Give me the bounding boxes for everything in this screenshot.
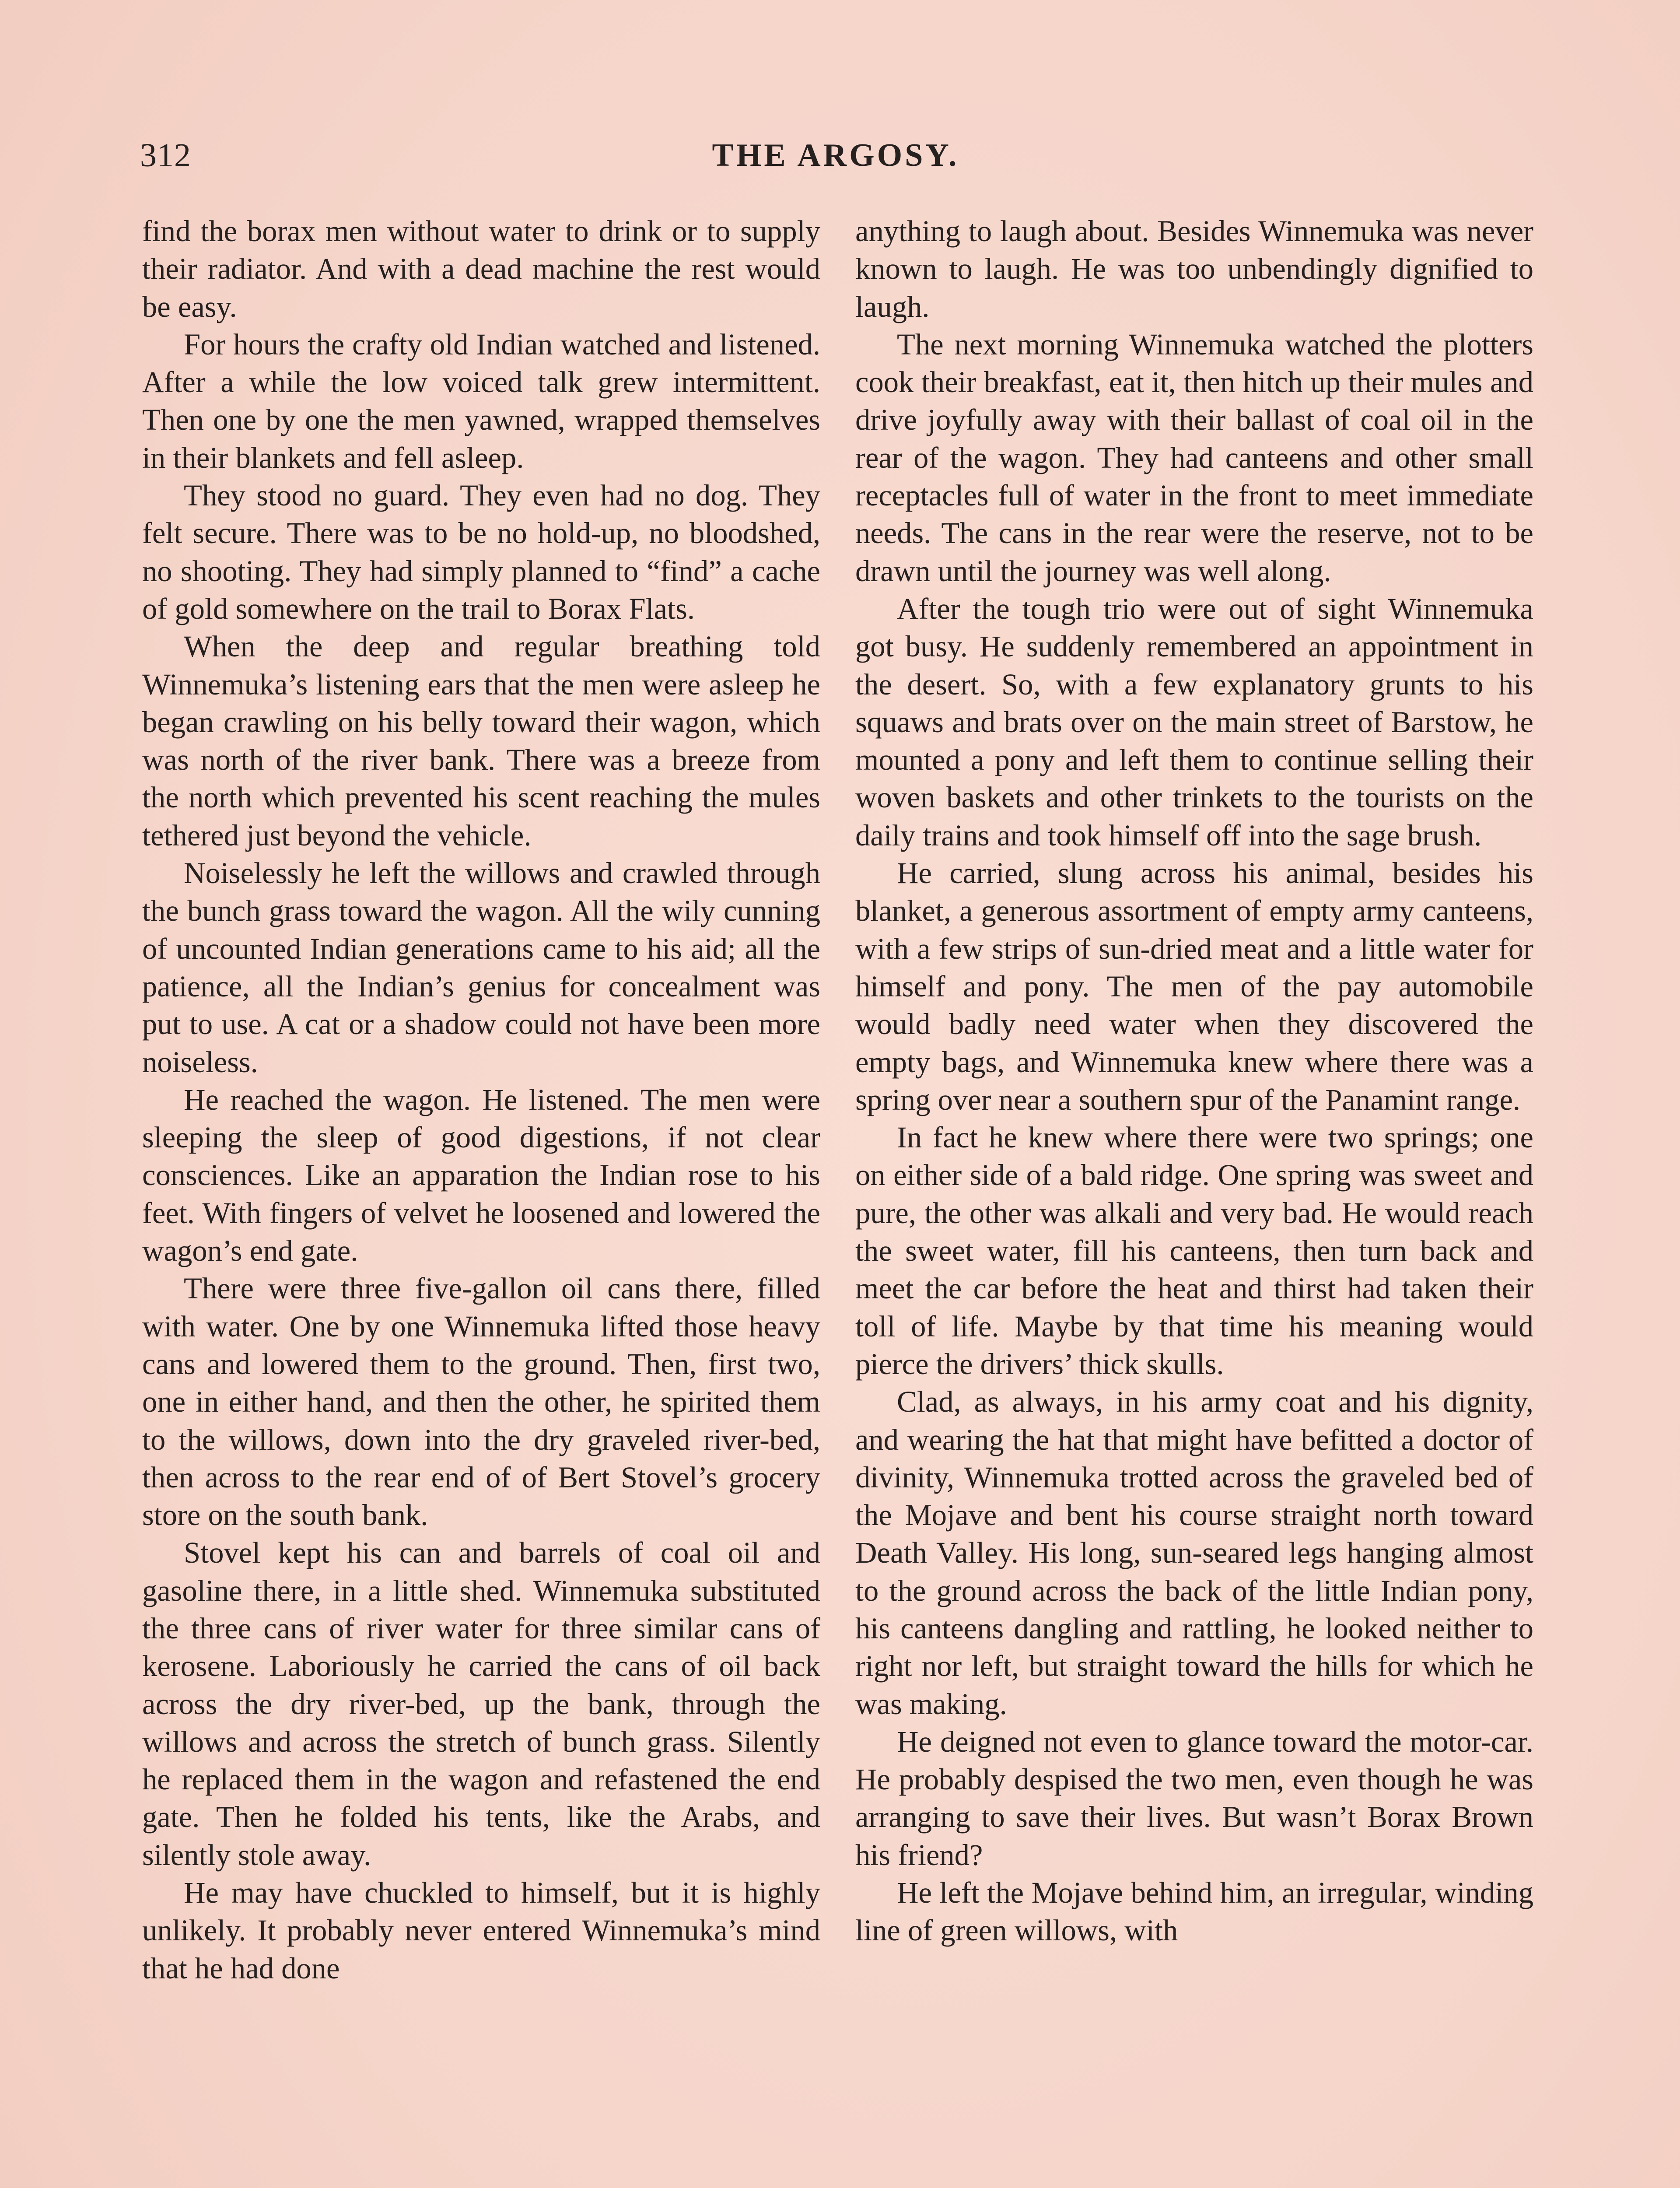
paragraph: Stovel kept his can and barrels of coal oil and gasoline there, in a little shed. Winnemuka substituted the three cans of river water for three similar cans of kerosene. Laboriously he carried the cans of oil back across the dry river-bed, up the bank, through the willows and across the stretch of bunch grass. Silently he replaced them in the wagon and refastened the end gate. Then he folded his tents, like the Arabs, and silently stole away. xyxy=(142,1536,820,1872)
page-number: 312 xyxy=(140,137,191,174)
paragraph: For hours the crafty old Indian watched and listened. After a while the low voiced talk grew intermittent. Then one by one the men yawned, wrapped themselves in their blankets and fell asleep. xyxy=(142,327,820,474)
running-title: THE ARGOSY. xyxy=(712,137,959,173)
paragraph: He deigned not even to glance toward the motor-car. He probably despised the two men, even though he was arranging to save their lives. But wasn’t Borax Brown his friend? xyxy=(855,1725,1533,1872)
paragraph: They stood no guard. They even had no dog. They felt secure. There was to be no hold-up, no bloodshed, no shooting. They had simply planned to “find” a cache of gold somewhere on the trail to Borax Flats. xyxy=(142,479,820,625)
paragraph: There were three five-gallon oil cans there, filled with water. One by one Winnemuka lifted those heavy cans and lowered them to the ground. Then, first two, one in either hand, and then the other, he spirited them to the willows, down into the dry graveled river-bed, then across to the rear end of of Bert Stovel’s grocery store on the south bank. xyxy=(142,1272,820,1532)
page-header xyxy=(140,131,1531,179)
paragraph: He left the Mojave behind him, an irregular, winding line of green willows, with xyxy=(855,1876,1533,1947)
paragraph: When the deep and regular breathing told Winnemuka’s listening ears that the men were asleep he began crawling on his belly toward their wagon, which was north of the river bank. There was a breeze from the north which prevented his scent reaching the mules tethered just beyond the vehicle. xyxy=(142,630,820,852)
paragraph: He reached the wagon. He listened. The men were sleeping the sleep of good digestions, if not clear consciences. Like an apparation the Indian rose to his feet. With fingers of velvet he loosened and lowered the wagon’s end gate. xyxy=(142,1083,820,1268)
paragraph: anything to laugh about. Besides Winnemuka was never known to laugh. He was too unbendingly dignified to laugh. xyxy=(855,214,1533,323)
paragraph: In fact he knew where there were two springs; one on either side of a bald ridge. One spring was sweet and pure, the other was alkali and very bad. He would reach the sweet water, fill his canteens, then turn back and meet the car before the heat and thirst had taken their toll of life. Maybe by that time his meaning would pierce the drivers’ thick skulls. xyxy=(855,1121,1533,1381)
paragraph: He carried, slung across his animal, besides his blanket, a generous assortment of empty army canteens, with a few strips of sun-dried meat and a little water for himself and pony. The men of the pay automobile would badly need water when they discovered the empty bags, and Winnemuka knew where there was a spring over near a southern spur of the Panamint range. xyxy=(855,856,1533,1116)
paragraph: He may have chuckled to himself, but it is highly unlikely. It probably never entered Winnemuka’s mind that he had done xyxy=(142,1876,820,1985)
text-column-right xyxy=(855,212,1533,1950)
paragraph: After the tough trio were out of sight Winnemuka got busy. He suddenly remembered an appointment in the desert. So, with a few explanatory grunts to his squaws and brats over on the main street of Barstow, he mounted a pony and left them to continue selling their woven baskets and other trinkets to the tourists on the daily trains and took himself off into the sage brush. xyxy=(855,592,1533,852)
paragraph: Clad, as always, in his army coat and his dignity, and wearing the hat that might have befitted a doctor of divinity, Winnemuka trotted across the graveled bed of the Mojave and bent his course straight north toward Death Valley. His long, sun-seared legs hanging almost to the ground across the back of the little Indian pony, his canteens dangling and rattling, he looked neither to right nor left, but straight toward the hills for which he was making. xyxy=(855,1385,1533,1721)
text-column-left xyxy=(142,212,820,1987)
paragraph: find the borax men without water to drink or to supply their radiator. And with a dead machine the rest would be easy. xyxy=(142,214,820,323)
paragraph: The next morning Winnemuka watched the plotters cook their breakfast, eat it, then hitch up their mules and drive joyfully away with their ballast of coal oil in the rear of the wagon. They had canteens and other small receptacles full of water in the front to meet immediate needs. The cans in the rear were the reserve, not to be drawn until the journey was well along. xyxy=(855,327,1533,588)
paragraph: Noiselessly he left the willows and crawled through the bunch grass toward the wagon. All the wily cunning of uncounted Indian generations came to his aid; all the patience, all the Indian’s genius for concealment was put to use. A cat or a shadow could not have been more noiseless. xyxy=(142,856,820,1079)
